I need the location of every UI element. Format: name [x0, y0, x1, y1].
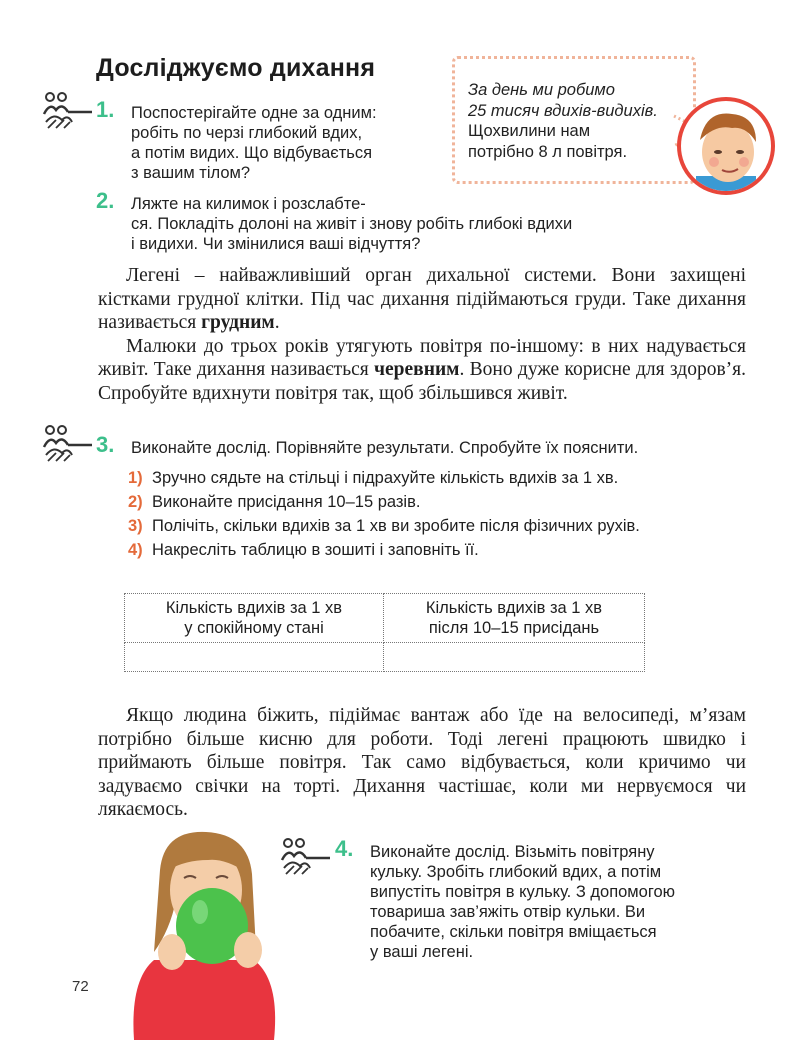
step-number: 4) [128, 541, 143, 559]
group-work-icon [42, 425, 96, 463]
task-number: 3. [96, 432, 115, 457]
header-line: після 10–15 присідань [428, 619, 600, 637]
bubble-line: За день ми робимо [468, 81, 615, 99]
task-line: Ляжте на килимок і розслабте- [131, 195, 366, 213]
paragraph [98, 335, 746, 406]
step-text: Виконайте присідання 10–15 разів. [152, 493, 421, 511]
paragraph: Якщо людина біжить, підіймає вантаж або їде на велосипеді, м’язам потрібно більше кисню для роботи. Тоді легені працюють швидко і приймають більше повітря. Так само відбувається, коли кричимо чи задуваємо свічки на торті. Дихання частішає, коли ми нервуємося чи лякаємось. [98, 705, 746, 820]
bubble-line: Щохвилини нам [468, 122, 591, 140]
task-line: Виконайте дослід. Візьміть повітряну [370, 843, 655, 861]
exercise-paragraph [98, 704, 746, 822]
girl-balloon-illustration [124, 830, 284, 1040]
task-3-text: Виконайте дослід. Порівняйте результати. Спробуйте їх пояснити. [131, 439, 639, 457]
page-number: 72 [72, 978, 89, 995]
step-item [128, 514, 640, 538]
task-line: товариша зав’яжіть отвір кульки. Ви [370, 903, 646, 921]
step-number: 3) [128, 517, 143, 535]
task-line: Поспостерігайте одне за одним: [131, 104, 377, 122]
task-line: у ваші легені. [370, 943, 474, 961]
paragraph-text: Малюки до трьох років утягують повітря по-іншому: в них надувається живіт. Таке дихання називається [98, 335, 746, 380]
task-2-text-cont [131, 214, 691, 254]
step-text: Накресліть таблицю в зошиті і заповніть її. [152, 541, 479, 559]
paragraph-end: . [274, 312, 280, 333]
term-bold: черевним [374, 359, 460, 380]
task-line: кульку. Зробіть глибокий вдих, а потім [370, 863, 662, 881]
task-line: побачите, скільки повітря вміщається [370, 923, 657, 941]
task-2-text [131, 194, 366, 214]
step-text: Зручно сядьте на стільці і підрахуйте кількість вдихів за 1 хв. [152, 469, 619, 487]
group-work-icon [280, 838, 334, 876]
table-cell [384, 643, 645, 672]
bubble-line: потрібно 8 л повітря. [468, 142, 628, 161]
header-line: Кількість вдихів за 1 хв [425, 599, 603, 617]
task-line: з вашим тілом? [131, 164, 251, 182]
page-title: Досліджуємо дихання [96, 54, 376, 82]
header-line: Кількість вдихів за 1 хв [165, 599, 343, 617]
paragraph [98, 264, 746, 335]
task-3-steps [128, 466, 640, 562]
results-table [124, 593, 645, 672]
bubble-text [468, 80, 658, 162]
table-header-cell [125, 594, 384, 643]
paragraph-text: Легені – найважливіший орган дихальної системи. Вони захищені кістками грудної клітки. Під час дихання підіймаються груди. Таке дихання називається [98, 265, 746, 333]
task-line: ся. Покладіть долоні на живіт і знову робіть глибокі вдихи [131, 215, 573, 233]
table-header-cell [384, 594, 645, 643]
step-item [128, 466, 640, 490]
bubble-line: 25 тисяч вдихів-видихів. [468, 101, 658, 120]
term-bold: грудним [201, 312, 275, 333]
group-work-icon [42, 92, 96, 130]
task-line: випустіть повітря в кульку. З допомогою [370, 883, 676, 901]
task-line: а потім видих. Що відбувається [131, 144, 373, 162]
step-number: 1) [128, 469, 143, 487]
step-item [128, 490, 640, 514]
step-text: Полічіть, скільки вдихів за 1 хв ви зробите після фізичних рухів. [152, 517, 640, 535]
paragraph-end: . Воно дуже корисне для здоров’я. Спробуйте вдихнути повітря так, щоб збільшився живіт. [98, 359, 746, 404]
task-1-text [131, 103, 377, 183]
table-row [125, 594, 645, 643]
boy-illustration [676, 96, 776, 196]
lungs-paragraph [98, 264, 746, 405]
task-4-text [370, 842, 675, 962]
table-row [125, 643, 645, 672]
step-item [128, 538, 640, 562]
task-number: 2. [96, 188, 115, 213]
step-number: 2) [128, 493, 143, 511]
table-cell [125, 643, 384, 672]
task-number: 4. [335, 836, 354, 861]
header-line: у спокійному стані [184, 619, 324, 637]
task-line: робіть по черзі глибокий вдих, [131, 124, 363, 142]
task-line: і видихи. Чи змінилися ваші відчуття? [131, 235, 421, 253]
task-number: 1. [96, 97, 115, 122]
